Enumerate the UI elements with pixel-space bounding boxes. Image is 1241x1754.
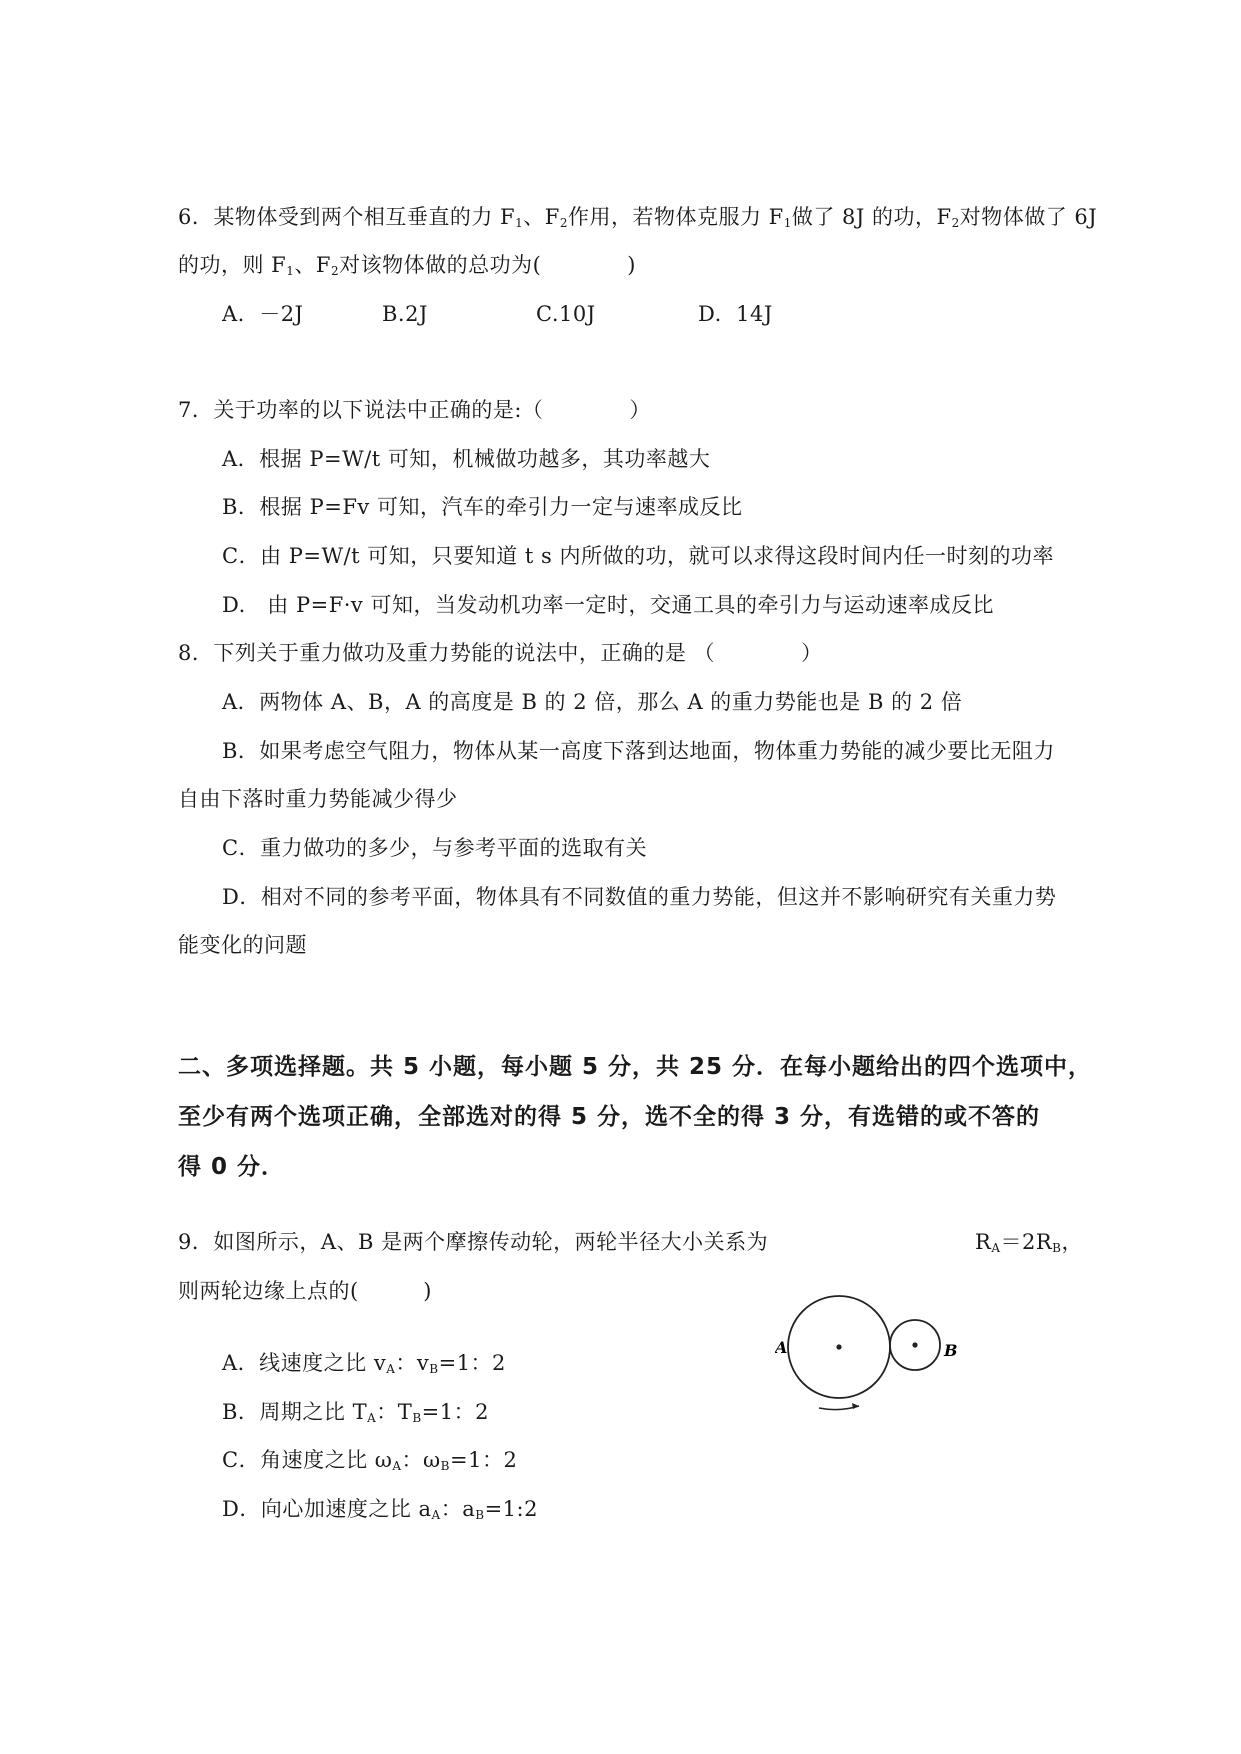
q9-stem-line2: 则两轮边缘上点的( ) [178, 1279, 432, 1303]
q9-option-d: D．向心加速度之比 $a_A$：$a_B=1:2$ [222, 1497, 538, 1522]
q8-option-b-line2: 自由下落时重力势能减少得少 [178, 787, 458, 811]
q7-option-c: C．由 P=W/t 可知，只要知道 t s 内所做的功，就可以求得这段时间内任一时刻的功率 [222, 544, 1054, 568]
q6-stem-line2: 的功，则 $F_1$、$F_2$对该物体做的总功为( ) [178, 253, 636, 278]
friction-wheels-diagram [775, 1285, 975, 1415]
q7-stem: 7．关于功率的以下说法中正确的是:（ ） [178, 398, 651, 422]
q9-option-b: B．周期之比 $T_A$：$T_B=1$：2 [222, 1400, 489, 1425]
wheel-b-center [912, 1342, 917, 1347]
q6-option-b: B.2J [382, 302, 428, 326]
section2-heading-line1: 二、多项选择题。共 5 小题，每小题 5 分，共 25 分．在每小题给出的四个选项中， [178, 1054, 1093, 1080]
q6-option-d: D. 14J [698, 302, 773, 326]
q6-stem-line1: 6．某物体受到两个相互垂直的力 $F_1$、$F_2$作用，若物体克服力 $F_1$做了 8J 的功，$F_2$对物体做了 6J [178, 205, 1098, 230]
section2-heading-line3: 得 0 分． [178, 1154, 286, 1180]
wheel-a-label: A [775, 1338, 788, 1357]
q8-option-d-line2: 能变化的问题 [178, 933, 307, 957]
q8-option-c: C．重力做功的多少，与参考平面的选取有关 [222, 836, 648, 860]
wheel-b-label: B [944, 1341, 958, 1360]
q7-option-d: D. 由 P=F·v 可知，当发动机功率一定时，交通工具的牵引力与运动速率成反比 [222, 593, 994, 617]
section2-heading-line2: 至少有两个选项正确，全部选对的得 5 分，选不全的得 3 分，有选错的或不答的 [178, 1104, 1041, 1130]
q8-stem: 8．下列关于重力做功及重力势能的说法中，正确的是 （ ） [178, 641, 823, 665]
q6-option-a: A. －2J [222, 302, 304, 326]
rotation-arrow-head [852, 1403, 859, 1409]
q9-stem-left: 9．如图所示，A、B 是两个摩擦传动轮，两轮半径大小关系为 [178, 1230, 769, 1254]
q8-option-a: A．两物体 A、B，A 的高度是 B 的 2 倍，那么 A 的重力势能也是 B 的 2 倍 [222, 690, 963, 714]
q9-option-a: A．线速度之比 $v_A$：$v_B=1$：2 [222, 1351, 506, 1376]
q6-option-c: C.10J [536, 302, 596, 326]
q7-option-a: A．根据 P=W/t 可知，机械做功越多，其功率越大 [222, 447, 711, 471]
q7-option-b: B．根据 P=Fv 可知，汽车的牵引力一定与速率成反比 [222, 495, 743, 519]
q9-option-c: C．角速度之比 $\omega_A$：$\omega_B=1$：2 [222, 1448, 518, 1473]
q9-stem-right: $R_A=2R_B$， [975, 1230, 1083, 1255]
q8-option-d-line1: D．相对不同的参考平面，物体具有不同数值的重力势能，但这并不影响研究有关重力势 [222, 885, 1057, 909]
q8-option-b-line1: B．如果考虑空气阻力，物体从某一高度下落到达地面，物体重力势能的减少要比无阻力 [222, 739, 1055, 763]
wheel-a-center [836, 1344, 841, 1349]
